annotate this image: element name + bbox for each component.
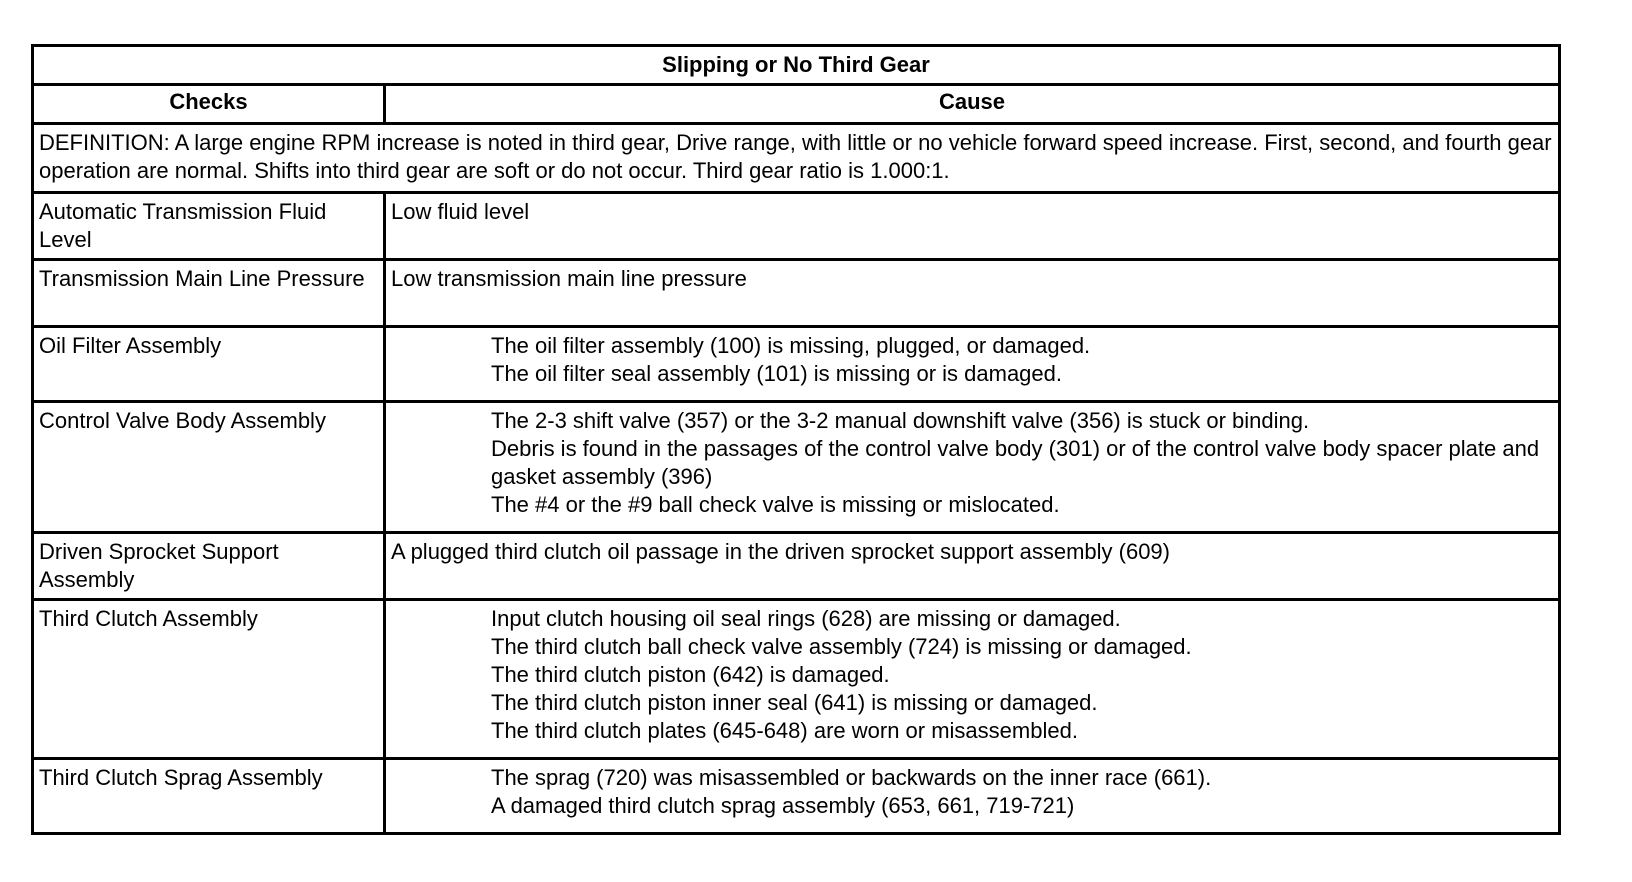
cause-list xyxy=(391,764,1553,828)
check-cell xyxy=(33,533,385,600)
check-cell xyxy=(33,327,385,402)
definition-text: DEFINITION: A large engine RPM increase is noted in third gear, Drive range, with little or no vehicle forward speed increase. First, second, and fourth gear operation are normal. Shifts into third gear are soft or do not occur. Third gear ratio is 1.000:1. xyxy=(33,124,1560,193)
check-cell xyxy=(33,600,385,759)
cause-cell xyxy=(385,759,1560,834)
cause-item: The third clutch plates (645-648) are worn or misassembled. xyxy=(491,718,1078,743)
checks-header: Checks xyxy=(33,85,385,124)
table-row xyxy=(33,327,1560,402)
cause-item: The sprag (720) was misassembled or backwards on the inner race (661). xyxy=(491,765,1212,790)
check-cell xyxy=(33,193,385,260)
cause-cell xyxy=(385,327,1560,402)
table-row xyxy=(33,759,1560,834)
table-row xyxy=(33,600,1560,759)
cause-list xyxy=(391,407,1553,527)
table-row xyxy=(33,193,1560,260)
check-label: Driven Sprocket Support Assembly xyxy=(39,539,279,592)
cause-item: Input clutch housing oil seal rings (628) are missing or damaged. xyxy=(491,606,1121,631)
cause-item: A damaged third clutch sprag assembly (653, 661, 719-721) xyxy=(491,793,1075,818)
check-label: Transmission Main Line Pressure xyxy=(39,266,365,291)
cause-item: The third clutch piston (642) is damaged. xyxy=(491,662,890,687)
header-row xyxy=(33,85,1560,124)
cause-cell xyxy=(385,533,1560,600)
table-title: Slipping or No Third Gear xyxy=(33,46,1560,85)
check-cell xyxy=(33,260,385,327)
check-label: Control Valve Body Assembly xyxy=(39,408,326,433)
table-row xyxy=(33,402,1560,533)
cause-text: A plugged third clutch oil passage in the driven sprocket support assembly (609) xyxy=(391,539,1170,564)
check-cell xyxy=(33,402,385,533)
cause-list xyxy=(391,605,1553,753)
cause-text: Low fluid level xyxy=(391,199,530,224)
cause-item: The #4 or the #9 ball check valve is missing or mislocated. xyxy=(491,492,1060,517)
cause-item: The oil filter assembly (100) is missing, plugged, or damaged. xyxy=(491,333,1091,358)
title-row xyxy=(33,46,1560,85)
check-label: Automatic Transmission Fluid Level xyxy=(39,199,327,252)
cause-list xyxy=(391,332,1553,396)
table-row xyxy=(33,260,1560,327)
diagnostic-table xyxy=(31,44,1561,835)
cause-cell xyxy=(385,600,1560,759)
cause-cell xyxy=(385,402,1560,533)
check-label: Oil Filter Assembly xyxy=(39,333,222,358)
cause-item: The third clutch ball check valve assembly (724) is missing or damaged. xyxy=(491,634,1192,659)
table-row xyxy=(33,533,1560,600)
definition-row xyxy=(33,124,1560,193)
cause-header: Cause xyxy=(385,85,1560,124)
cause-text: Low transmission main line pressure xyxy=(391,266,747,291)
cause-item: Debris is found in the passages of the control valve body (301) or of the control valve body spacer plate and gasket assembly (396) xyxy=(491,436,1540,489)
check-label: Third Clutch Assembly xyxy=(39,606,258,631)
cause-item: The oil filter seal assembly (101) is missing or is damaged. xyxy=(491,361,1063,386)
cause-item: The third clutch piston inner seal (641) is missing or damaged. xyxy=(491,690,1098,715)
cause-item: The 2-3 shift valve (357) or the 3-2 manual downshift valve (356) is stuck or binding. xyxy=(491,408,1310,433)
cause-cell xyxy=(385,193,1560,260)
cause-cell xyxy=(385,260,1560,327)
check-cell xyxy=(33,759,385,834)
check-label: Third Clutch Sprag Assembly xyxy=(39,765,323,790)
